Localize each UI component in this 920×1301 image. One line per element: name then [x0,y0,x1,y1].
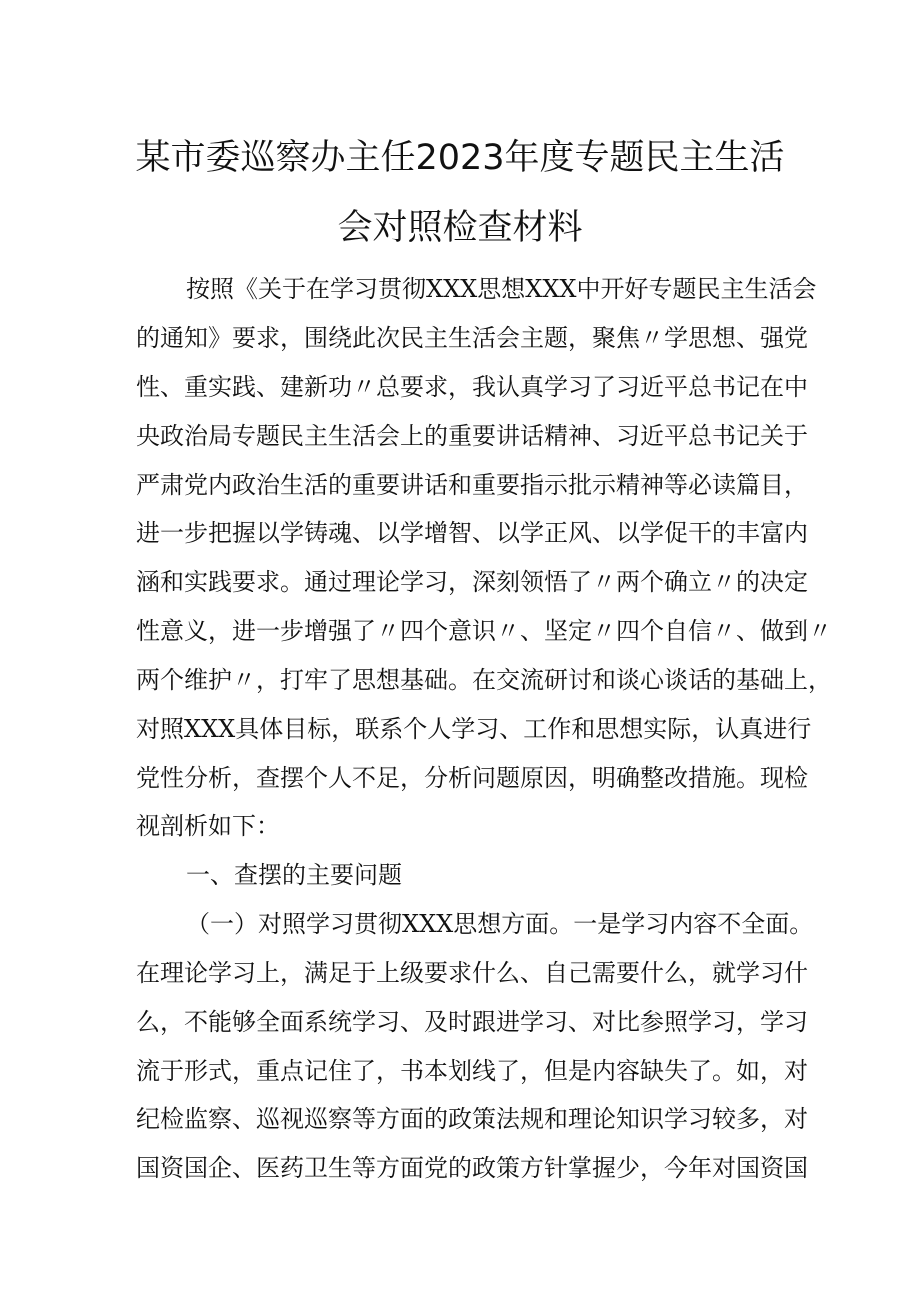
body-line: 严肃党内政治生活的重要讲话和重要指示批示精神等必读篇目， [136,471,808,499]
body-line: 涵和实践要求。通过理论学习，深刻领悟了〃两个确立〃的决定 [136,568,808,596]
body-line: 国资国企、医药卫生等方面党的政策方针掌握少，今年对国资国 [136,1154,808,1182]
subsection-heading-line: （一）对照学习贯彻XXX思想方面。一是学习内容不全面。 [186,910,814,938]
body-line: 的通知》要求，围绕此次民主生活会主题，聚焦〃学思想、强党 [136,324,808,352]
body-line: 纪检监察、巡视巡察等方面的政策法规和理论知识学习较多，对 [136,1105,808,1133]
document-title-line-2: 会对照检查材料 [337,208,583,248]
body-line: 央政治局专题民主生活会上的重要讲话精神、习近平总书记关于 [136,422,808,450]
body-line: 流于形式，重点记住了，书本划线了，但是内容缺失了。如，对 [136,1057,808,1085]
body-line: 按照《关于在学习贯彻XXX思想XXX中开好专题民主生活会 [186,275,817,303]
body-line: 性、重实践、建新功〃总要求，我认真学习了习近平总书记在中 [136,373,808,401]
body-line: 性意义，进一步增强了〃四个意识〃、坚定〃四个自信〃、做到〃 [136,617,832,645]
body-line: 视剖析如下： [136,812,280,840]
body-line: 么，不能够全面系统学习、及时跟进学习、对比参照学习，学习 [136,1008,808,1036]
section-heading: 一、查摆的主要问题 [186,861,402,889]
body-line: 对照XXX具体目标，联系个人学习、工作和思想实际，认真进行 [136,715,812,743]
body-line: 两个维护〃，打牢了思想基础。在交流研讨和谈心谈话的基础上， [136,666,832,694]
body-line: 进一步把握以学铸魂、以学增智、以学正风、以学促干的丰富内 [136,519,808,547]
body-line: 在理论学习上，满足于上级要求什么、自己需要什么，就学习什 [136,959,808,987]
body-line: 党性分析，查摆个人不足，分析问题原因，明确整改措施。现检 [136,764,808,792]
document-title-line-1: 某市委巡察办主任2023年度专题民主生活 [135,138,785,178]
